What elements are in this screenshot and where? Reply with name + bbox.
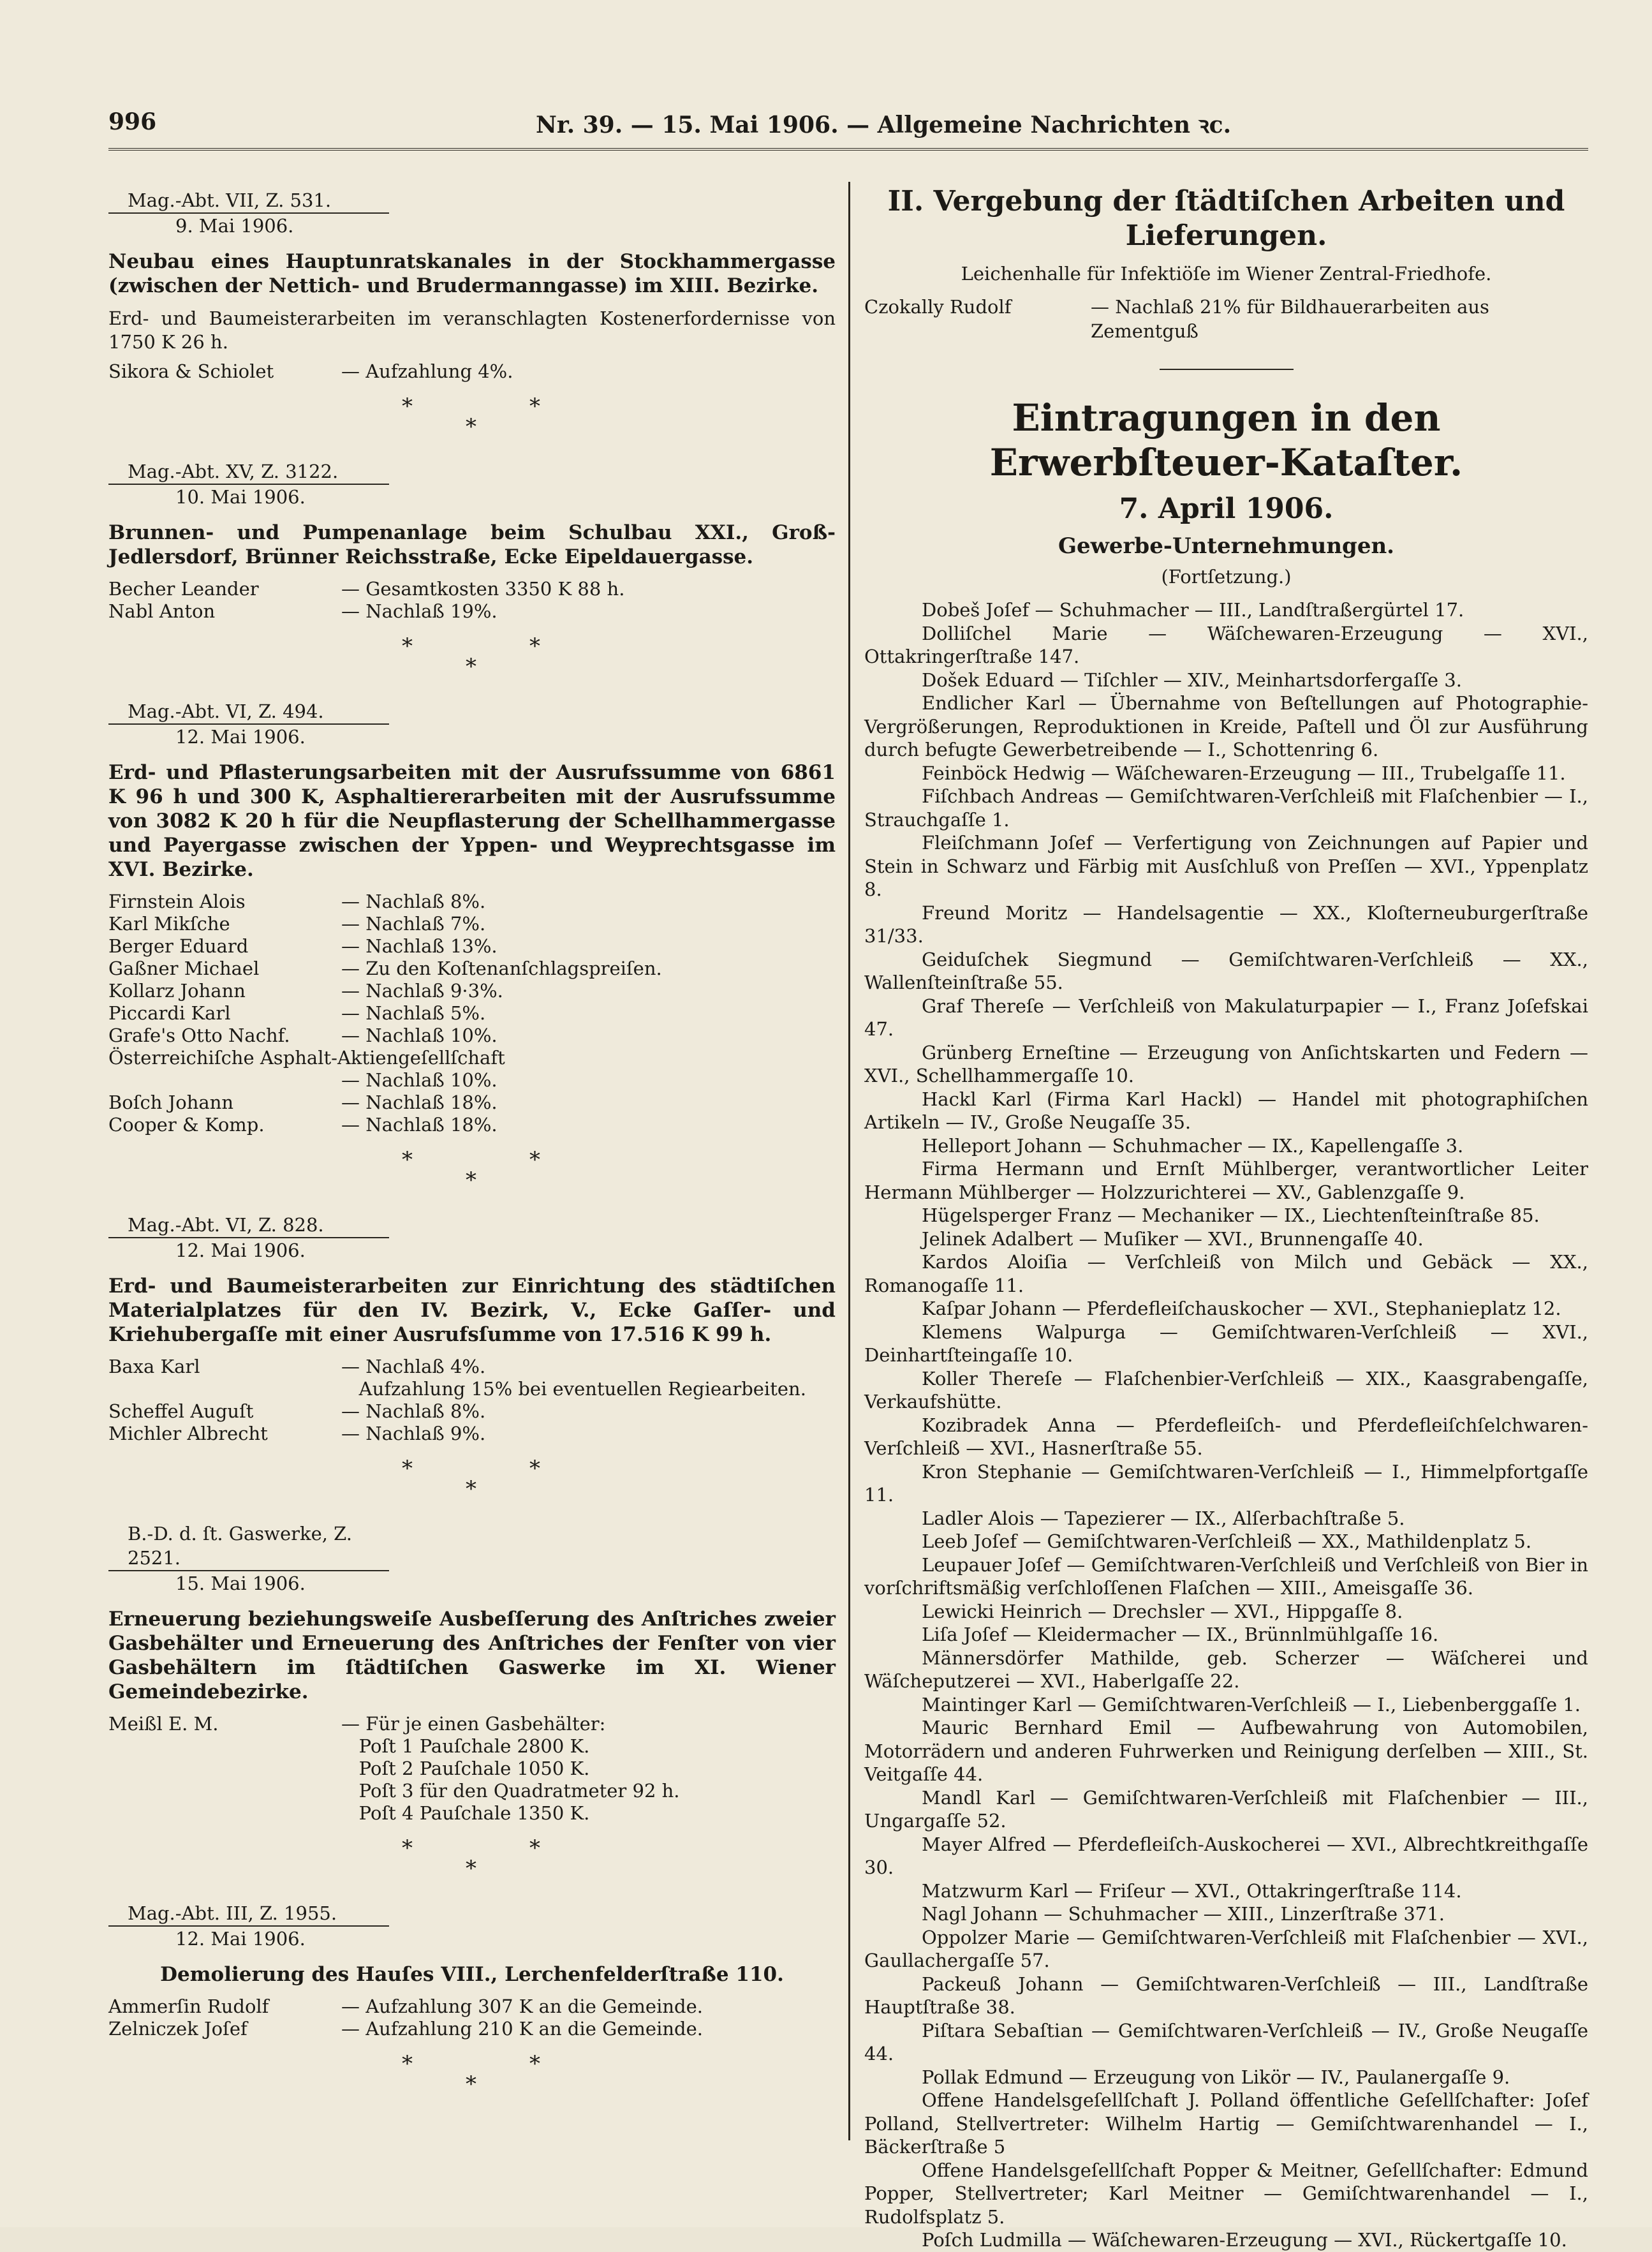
bidder-name: Michler Albrecht xyxy=(108,1423,268,1444)
register-entry: Lewicki Heinrich — Drechsler — XVI., Hippgaſſe 8. xyxy=(922,1600,1403,1622)
bid-result: — Für je einen Gasbehälter: xyxy=(341,1713,606,1735)
bidder-name: Becher Leander xyxy=(108,578,259,600)
register-entry: Helleport Johann — Schuhmacher — IX., Kapellengaſſe 3. xyxy=(922,1134,1464,1157)
bidder-name: Scheffel Auguſt xyxy=(108,1400,254,1422)
section-separator xyxy=(108,623,836,693)
register-entry: Klemens Walpurga — Gemiſchtwaren-Verſchleiß — XVI., Deinhartſteingaſſe 10. xyxy=(864,1321,1588,1366)
page-header xyxy=(108,108,1588,147)
bidder-name xyxy=(108,1780,341,1802)
bidder-name: Karl Mikſche xyxy=(108,913,230,935)
section-separator xyxy=(108,1445,836,1515)
bid-result: — Aufzahlung 4%. xyxy=(341,360,513,382)
register-entry: Dolliſchel Marie — Wäſchewaren-Erzeugung — XVI., Ottakringerſtraße 147. xyxy=(864,622,1588,667)
section-note: Erd- und Baumeisterarbeiten im veranschlagten Kostenerfordernisse von 1750 K 26 h. xyxy=(108,307,836,353)
bid-result: Poſt 4 Pauſchale 1350 K. xyxy=(341,1802,590,1824)
bid-result: — Nachlaß 8%. xyxy=(341,891,486,912)
bidder-name xyxy=(108,1378,341,1400)
award-section xyxy=(108,188,836,453)
contractor-name: Czokally Rudolf xyxy=(864,296,1012,318)
department-reference: Mag.-Abt. VII, Z. 531. xyxy=(108,188,389,214)
department-reference: Mag.-Abt. VI, Z. 494. xyxy=(108,699,389,725)
bidder-name xyxy=(108,1069,341,1092)
bid-result: — Nachlaß 10%. xyxy=(341,1025,498,1046)
register-entry: Fleiſchmann Joſef — Verfertigung von Zeichnungen auf Papier und Stein in Schwarz und Färbig mit Ausſchluß von Preſſen — XVI., Yppenplatz 8. xyxy=(864,832,1588,900)
bid-result: — Nachlaß 10%. xyxy=(341,1069,498,1091)
asterisk-glyph: * xyxy=(466,1476,476,1502)
section-separator xyxy=(108,383,836,453)
divider-rule xyxy=(1160,369,1294,370)
bidder-entry xyxy=(108,1025,836,1047)
section-date: 9. Mai 1906. xyxy=(175,215,294,237)
register-entry: Kardos Aloiſia — Verſchleiß von Milch und Gebäck — XX., Romanogaſſe 11. xyxy=(864,1251,1588,1296)
asterisk-glyph: * xyxy=(402,1456,413,1481)
bidder-name xyxy=(108,1802,341,1825)
award-section xyxy=(108,1213,836,1515)
bidder-name: Ammerſin Rudolf xyxy=(108,1996,269,2017)
bid-result: — Nachlaß 5%. xyxy=(341,1002,486,1024)
register-entry: Fiſchbach Andreas — Gemiſchtwaren-Verſchleiß mit Flaſchenbier — I., Strauchgaſſe 1. xyxy=(864,785,1588,831)
award-entry xyxy=(864,295,1588,343)
register-entry: Dobeš Joſef — Schuhmacher — III., Landſtraßergürtel 17. xyxy=(922,599,1464,621)
bid-result: Poſt 3 für den Quadratmeter 92 h. xyxy=(341,1780,680,1802)
register-entry: Došek Eduard — Tiſchler — XIV., Meinhartsdorfergaſſe 3. xyxy=(922,669,1462,691)
register-entry: Leeb Joſef — Gemiſchtwaren-Verſchleiß — XX., Mathildenplatz 5. xyxy=(922,1530,1532,1552)
register-entry: Koller Thereſe — Flaſchenbier-Verſchleiß — XIX., Kaasgrabengaſſe, Verkaufshütte. xyxy=(864,1367,1588,1412)
section-separator xyxy=(108,2040,836,2110)
bidder-entry xyxy=(108,578,836,600)
bid-result: — Nachlaß 18%. xyxy=(341,1114,498,1136)
register-entry: Graf Thereſe — Verſchleiß von Makulaturpapier — I., Franz Joſefskai 47. xyxy=(864,995,1588,1040)
bidder-entry xyxy=(108,980,836,1002)
award-result: — Nachlaß 21% für Bildhauerarbeiten aus Zementguß xyxy=(1091,296,1489,342)
asterisk-glyph: * xyxy=(402,394,413,419)
bidder-name: Nabl Anton xyxy=(108,600,216,622)
bid-result: — Nachlaß 9·3%. xyxy=(341,980,503,1002)
register-entry: Hügelsperger Franz — Mechaniker — IX., Liechtenſteinſtraße 85. xyxy=(922,1204,1540,1226)
register-entry: Nagl Johann — Schuhmacher — XIII., Linzerſtraße 371. xyxy=(922,1903,1445,1925)
register-entry: Offene Handelsgeſellſchaft Popper & Meitner, Geſellſchafter: Edmund Popper, Stellvertreter; Karl Meitner — Gemiſchtwarenhandel — I., Rudolfsplatz 5. xyxy=(864,2159,1588,2228)
bidder-name: Zelniczek Joſef xyxy=(108,2018,247,2040)
department-reference: Mag.-Abt. XV, Z. 3122. xyxy=(108,459,389,485)
bidder-name: Gaßner Michael xyxy=(108,958,260,979)
bidder-name xyxy=(108,1758,341,1780)
register-entry: Mandl Karl — Gemiſchtwaren-Verſchleiß mit Flaſchenbier — III., Ungargaſſe 52. xyxy=(864,1786,1588,1832)
bid-result: — Nachlaß 9%. xyxy=(341,1423,486,1444)
bidder-entry xyxy=(108,1400,836,1423)
asterisk-glyph: * xyxy=(529,1835,540,1861)
asterisk-glyph: * xyxy=(529,394,540,419)
asterisk-glyph: * xyxy=(466,1856,476,1881)
bidder-entry xyxy=(108,1713,836,1735)
asterisk-glyph: * xyxy=(529,633,540,659)
bid-result: — Gesamtkosten 3350 K 88 h. xyxy=(341,578,625,600)
bidder-entry xyxy=(108,1092,836,1114)
bidder-name: Sikora & Schiolet xyxy=(108,360,274,382)
register-entry: Leupauer Joſef — Gemiſchtwaren-Verſchleiß und Verſchleiß von Bier in vorſchriftsmäßig verſchloſſenen Flaſchen — XIII., Ameisgaſſe 36. xyxy=(864,1553,1588,1599)
bid-result: — Nachlaß 13%. xyxy=(341,935,498,957)
asterisk-glyph: * xyxy=(402,1835,413,1861)
bidder-name: Piccardi Karl xyxy=(108,1002,231,1024)
bidder-entry xyxy=(108,600,836,623)
award-section xyxy=(108,1522,836,1895)
register-entry: Mayer Alfred — Pferdefleiſch-Auskocherei — XVI., Albrechtkreithgaſſe 30. xyxy=(864,1833,1588,1878)
asterisk-glyph: * xyxy=(466,414,476,440)
section-title: Erd- und Baumeisterarbeiten zur Einrichtung des städtiſchen Materialplatzes für den IV. Bezirk, V., Ecke Gaſſer- und Kriehubergaſſe mit einer Ausrufsſumme von 17.516 K 99 h. xyxy=(108,1275,836,1346)
register-entry: Kozibradek Anna — Pferdefleiſch- und Pferdefleiſchſelchwaren-Verſchleiß — XVI., Hasnerſtraße 55. xyxy=(864,1414,1588,1459)
section-title: Erd- und Pflasterungsarbeiten mit der Ausrufssumme von 6861 K 96 h und 300 K, Asphaltiererarbeiten mit der Ausrufssumme von 3082 K 20 h für die Neupflasterung der Schellhammergasse und Payergasse zwischen der Yppen- und Weyprechtsgasse im XVI. Bezirke. xyxy=(108,761,836,881)
bidder-entry xyxy=(108,1114,836,1136)
department-reference: Mag.-Abt. VI, Z. 828. xyxy=(108,1213,389,1238)
register-entry: Kaſpar Johann — Pferdefleiſchauskocher — XVI., Stephanieplatz 12. xyxy=(922,1298,1561,1319)
header-rule xyxy=(108,148,1588,151)
register-date: 7. April 1906. xyxy=(1119,493,1334,525)
bid-result: Poſt 1 Pauſchale 2800 K. xyxy=(341,1735,590,1757)
page-number: 996 xyxy=(108,108,157,135)
asterisk-glyph: * xyxy=(466,2071,476,2097)
register-entry: Offene Handelsgeſellſchaft J. Polland öffentliche Geſellſchafter: Joſef Polland, Stellvertreter: Wilhelm Hartig — Gemiſchtwarenhandel — I., Bäckerſtraße 5 xyxy=(864,2089,1588,2158)
asterisk-glyph: * xyxy=(529,1456,540,1481)
bid-result: Aufzahlung 15% bei eventuellen Regiearbeiten. xyxy=(341,1378,806,1400)
section-date: 12. Mai 1906. xyxy=(175,726,306,748)
bidder-name: Grafe's Otto Nachf. xyxy=(108,1025,290,1046)
register-entry: Packeuß Johann — Gemiſchtwaren-Verſchleiß — III., Landſtraße Hauptſtraße 38. xyxy=(864,1973,1588,2018)
section-date: 10. Mai 1906. xyxy=(175,486,306,508)
bidder-name xyxy=(108,1735,341,1758)
bidder-name: Meißl E. M. xyxy=(108,1713,219,1735)
asterisk-glyph: * xyxy=(402,1147,413,1173)
register-entry: Pollak Edmund — Erzeugung von Likör — IV., Paulanergaſſe 9. xyxy=(922,2066,1510,2088)
section-title: Brunnen- und Pumpenanlage beim Schulbau XXI., Groß-Jedlersdorf, Brünner Reichsstraße, Ecke Eipeldauergasse. xyxy=(108,521,836,568)
department-reference: Mag.-Abt. III, Z. 1955. xyxy=(108,1901,389,1927)
bidder-entry xyxy=(108,935,836,958)
bidder-name: Boſch Johann xyxy=(108,1092,234,1113)
register-entry: Grünberg Erneſtine — Erzeugung von Anſichtskarten und Federn — XVI., Schellhammergaſſe 10. xyxy=(864,1041,1588,1086)
register-subtitle: Gewerbe-Unternehmungen. xyxy=(1058,533,1395,559)
bid-result: Poſt 2 Pauſchale 1050 K. xyxy=(341,1758,590,1779)
register-entry: Oppolzer Marie — Gemiſchtwaren-Verſchleiß mit Flaſchenbier — XVI., Gaullachergaſſe 57. xyxy=(864,1926,1588,1971)
bid-result: — Aufzahlung 307 K an die Gemeinde. xyxy=(341,1996,703,2017)
bidder-entry xyxy=(108,891,836,913)
bidder-name: Berger Eduard xyxy=(108,935,249,957)
register-list xyxy=(864,598,1588,2252)
register-entry: Matzwurm Karl — Friſeur — XVI., Ottakringerſtraße 114. xyxy=(922,1879,1462,1902)
section-title: Demolierung des Hauſes VIII., Lerchenfelderſtraße 110. xyxy=(160,1963,784,1986)
running-title: Nr. 39. — 15. Mai 1906. — Allgemeine Nachrichten ꝛc. xyxy=(536,112,1232,138)
column-divider xyxy=(848,182,850,2140)
register-entry: Kron Stephanie — Gemiſchtwaren-Verſchleiß — I., Himmelpfortgaſſe 11. xyxy=(864,1460,1588,1506)
register-entry: Piſtara Sebaſtian — Gemiſchtwaren-Verſchleiß — IV., Große Neugaſſe 44. xyxy=(864,2019,1588,2064)
asterisk-glyph: * xyxy=(402,2051,413,2077)
section-date: 12. Mai 1906. xyxy=(175,1240,306,1261)
bidder-entry xyxy=(108,958,836,980)
register-title: Eintragungen in den Erwerbſteuer-Kataſter. xyxy=(989,396,1463,484)
award-section xyxy=(108,699,836,1206)
bidder-entry xyxy=(108,1356,836,1378)
register-entry: Geiduſchek Siegmund — Gemiſchtwaren-Verſchleiß — XX., Wallenſteinſtraße 55. xyxy=(864,948,1588,993)
award-section xyxy=(108,1901,836,2110)
register-entry: Firma Hermann und Ernſt Mühlberger, verantwortlicher Leiter Hermann Mühlberger — Holzzurichterei — XV., Gablenzgaſſe 9. xyxy=(864,1158,1588,1203)
asterisk-glyph: * xyxy=(402,633,413,659)
register-entry: Endlicher Karl — Übernahme von Beſtellungen auf Photographie-Vergrößerungen, Reproduktionen in Kreide, Paſtell und Öl zur Ausführung durch befugte Gewerbetreibende — I., Schottenring 6. xyxy=(864,692,1588,760)
left-column xyxy=(108,182,836,2110)
section-date: 15. Mai 1906. xyxy=(175,1573,306,1594)
bidder-entry xyxy=(108,2018,836,2040)
asterisk-glyph: * xyxy=(529,1147,540,1173)
bidder-entry xyxy=(108,360,836,383)
section-title: Neubau eines Hauptunratskanales in der Stockhammergasse (zwischen der Nettich- und Brudermanngasse) im XIII. Bezirke. xyxy=(108,250,836,297)
bidder-entry xyxy=(108,1735,836,1758)
register-entry: Liſa Joſef — Kleidermacher — IX., Brünnlmühlgaſſe 16. xyxy=(922,1624,1439,1645)
register-entry: Hackl Karl (Firma Karl Hackl) — Handel mit photographiſchen Artikeln — IV., Große Neugaſſe 35. xyxy=(864,1088,1588,1133)
bidder-name: Baxa Karl xyxy=(108,1356,200,1377)
register-entry: Ladler Alois — Tapezierer — IX., Alſerbachſtraße 5. xyxy=(922,1507,1405,1529)
bidder-entry xyxy=(108,1069,836,1092)
bidder-entry xyxy=(108,1780,836,1802)
bidder-entry xyxy=(108,1047,836,1069)
right-column xyxy=(864,182,1588,2252)
section-separator xyxy=(108,1825,836,1895)
bidder-entry xyxy=(108,1423,836,1445)
bid-result: — Aufzahlung 210 K an die Gemeinde. xyxy=(341,2018,703,2040)
bidder-name: Cooper & Komp. xyxy=(108,1114,265,1136)
register-entry: Männersdörfer Mathilde, geb. Scherzer — Wäſcherei und Wäſcheputzerei — XVI., Haberlgaſſe 22. xyxy=(864,1647,1588,1692)
section-title: Erneuerung beziehungsweiſe Ausbeſſerung des Anſtriches zweier Gasbehälter und Erneuerung des Anſtriches der Fenſter von vier Gasbehältern im ſtädtiſchen Gaswerke im XI. Wiener Gemeindebezirke. xyxy=(108,1608,836,1703)
asterisk-glyph: * xyxy=(466,654,476,679)
section-subtitle: Leichenhalle für Infektiöſe im Wiener Zentral-Friedhofe. xyxy=(961,263,1492,285)
section-title: II. Vergebung der ſtädtiſchen Arbeiten und Lieferungen. xyxy=(887,185,1565,252)
bidder-entry xyxy=(108,1002,836,1025)
bidder-name: Kollarz Johann xyxy=(108,980,246,1002)
award-section xyxy=(108,459,836,693)
register-entry: Maintinger Karl — Gemiſchtwaren-Verſchleiß — I., Liebenberggaſſe 1. xyxy=(922,1693,1581,1715)
bid-result: — Nachlaß 19%. xyxy=(341,600,498,622)
asterisk-glyph: * xyxy=(529,2051,540,2077)
bid-result: — Nachlaß 4%. xyxy=(341,1356,486,1377)
bid-result: — Nachlaß 18%. xyxy=(341,1092,498,1113)
section-date: 12. Mai 1906. xyxy=(175,1928,306,1950)
bidder-entry xyxy=(108,1802,836,1825)
bidder-entry xyxy=(108,913,836,935)
register-entry: Mauric Bernhard Emil — Aufbewahrung von Automobilen, Motorrädern und anderen Fuhrwerken und Reinigung derſelben — XIII., St. Veitgaſſe 44. xyxy=(864,1717,1588,1785)
continuation-note: (Fortſetzung.) xyxy=(1161,566,1292,588)
bid-result: — Nachlaß 7%. xyxy=(341,913,486,935)
register-entry: Freund Moritz — Handelsagentie — XX., Kloſterneuburgerſtraße 31/33. xyxy=(864,901,1588,947)
section-separator xyxy=(108,1136,836,1206)
register-entry: Feinböck Hedwig — Wäſchewaren-Erzeugung — III., Trubelgaſſe 11. xyxy=(922,762,1566,784)
bid-result: — Nachlaß 8%. xyxy=(341,1400,486,1422)
bidder-entry xyxy=(108,1996,836,2018)
department-reference: B.-D. d. ſt. Gaswerke, Z. 2521. xyxy=(108,1522,389,1571)
bid-result: — Zu den Koſtenanſchlagspreiſen. xyxy=(341,958,662,979)
register-entry: Jelinek Adalbert — Muſiker — XVI., Brunnengaſſe 40. xyxy=(922,1227,1424,1250)
bidder-name: Österreichiſche Asphalt-Aktiengeſellſchaft xyxy=(108,1047,505,1069)
bidder-entry xyxy=(108,1378,836,1400)
register-entry: Poſch Ludmilla — Wäſchewaren-Erzeugung — XVI., Rückertgaſſe 10. xyxy=(922,2229,1567,2251)
bidder-entry xyxy=(108,1758,836,1780)
bidder-name: Firnstein Alois xyxy=(108,891,246,912)
asterisk-glyph: * xyxy=(466,1167,476,1193)
